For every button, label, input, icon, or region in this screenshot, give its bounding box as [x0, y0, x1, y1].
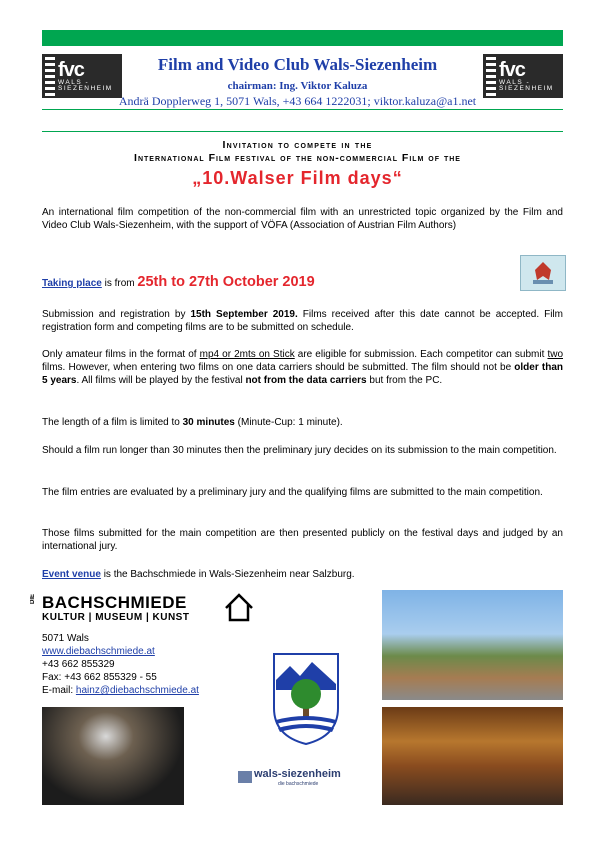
wals-logo-text: wals-siezenheim	[254, 768, 341, 780]
venue-logo-small: DIE	[30, 594, 36, 605]
venue-text: is the Bachschmiede in Wals-Siezenheim near Salzburg.	[100, 569, 355, 580]
taking-place-paragraph	[42, 274, 563, 292]
evaluated-paragraph: The film entries are evaluated by a preliminary jury and the qualifying films are submitted to the main competition.	[42, 487, 543, 498]
logo-line2: SIEZENHEIM	[58, 85, 113, 92]
logo-line1: WALS -	[499, 78, 531, 86]
festival-name: „10.Walser Film days“	[192, 168, 403, 188]
format-text: mp4 or 2mts on Stick	[199, 349, 295, 360]
wals-logo-sub: die bachschmiede	[278, 781, 319, 787]
logo-line1: WALS -	[58, 78, 90, 86]
venue-logo-title: BACHSCHMIEDE	[42, 593, 187, 612]
length-text-a: The length of a film is limited to	[42, 417, 183, 428]
length-text-c: (Minute-Cup: 1 minute).	[234, 417, 343, 428]
cinema-hall-photo	[42, 707, 184, 805]
two-text: two	[547, 349, 563, 360]
data-carrier-note: not from the data carriers	[245, 375, 367, 386]
longer-paragraph: Should a film run longer than 30 minutes then the preliminary jury decides on its submission to the main competition.	[42, 445, 557, 456]
amateur-text-e: films. However, when entering two films on one data carriers should be submitted. The film should not be	[42, 362, 515, 373]
logo-text: fvc	[499, 58, 525, 81]
chairman-line: chairman: Ing. Viktor Kaluza	[227, 80, 368, 92]
house-icon	[222, 590, 256, 624]
venue-paragraph	[42, 568, 563, 581]
church-photo	[382, 590, 563, 700]
divider	[42, 109, 563, 110]
amateur-text-i: but from the PC.	[366, 375, 443, 386]
wals-siezenheim-logo	[238, 768, 366, 790]
email-label: E-mail:	[42, 685, 76, 696]
address-line: Andrä Dopplerweg 1, 5071 Wals, +43 664 1222031; viktor.kaluza@a1.net	[118, 94, 477, 108]
venue-email-link[interactable]: hainz@diebachschmiede.at	[75, 685, 199, 696]
submission-paragraph	[42, 308, 563, 334]
submission-text-a: Submission and registration by	[42, 309, 191, 320]
submission-deadline: 15th September 2019.	[190, 309, 298, 320]
logo-line2: SIEZENHEIM	[499, 85, 554, 92]
venue-city: 5071 Wals	[42, 633, 89, 644]
eagle-icon	[521, 256, 565, 290]
amateur-paragraph	[42, 348, 563, 387]
club-title: Film and Video Club Wals-Siezenheim	[157, 55, 438, 74]
taking-place-link[interactable]: Taking place	[42, 278, 102, 289]
hall-audience-photo	[382, 707, 563, 805]
venue-email-line	[42, 684, 199, 697]
festival-dates: 25th to 27th October 2019	[137, 274, 315, 290]
amateur-text-a: Only amateur films in the format of	[42, 349, 200, 360]
coat-of-arms-icon	[270, 650, 342, 746]
invitation-line1: Invitation to compete in the	[222, 139, 373, 151]
age-limit: older than 5 years	[42, 362, 564, 386]
intro-paragraph: An international film competition of the non-commercial film with an unrestricted topic organized by the Film and Video Club Wals-Siezenheim, with the support of VÖFA (Association of Austrian Film Authors)	[42, 207, 563, 231]
event-venue-link[interactable]: Event venue	[42, 569, 101, 580]
length-limit: 30 minutes	[182, 417, 235, 428]
amateur-text-c: are eligible for submission. Each competitor can submit	[294, 349, 548, 360]
association-emblem	[520, 255, 566, 291]
logo-text: fvc	[58, 58, 84, 81]
venue-phone: +43 662 855329	[42, 659, 115, 670]
presented-paragraph: Those films submitted for the main competition are then presented publicly on the festival days and judged by an international jury.	[42, 528, 563, 552]
venue-logo-sub: KULTUR | MUSEUM | KUNST	[42, 612, 190, 623]
header-green-bar	[42, 30, 563, 46]
venue-website-link[interactable]: www.diebachschmiede.at	[42, 646, 155, 657]
invitation-line2: International Film festival of the non-commercial Film of the	[134, 152, 461, 164]
taking-place-mid: is from	[101, 278, 138, 289]
amateur-text-g: . All films will be played by the festival	[76, 375, 246, 386]
submission-text-c: Films received after this date cannot be accepted. Film registration form and competing films are to be submitted on schedule.	[42, 309, 563, 333]
length-paragraph	[42, 416, 563, 429]
venue-fax: Fax: +43 662 855329 - 55	[42, 672, 157, 683]
divider	[42, 131, 563, 132]
